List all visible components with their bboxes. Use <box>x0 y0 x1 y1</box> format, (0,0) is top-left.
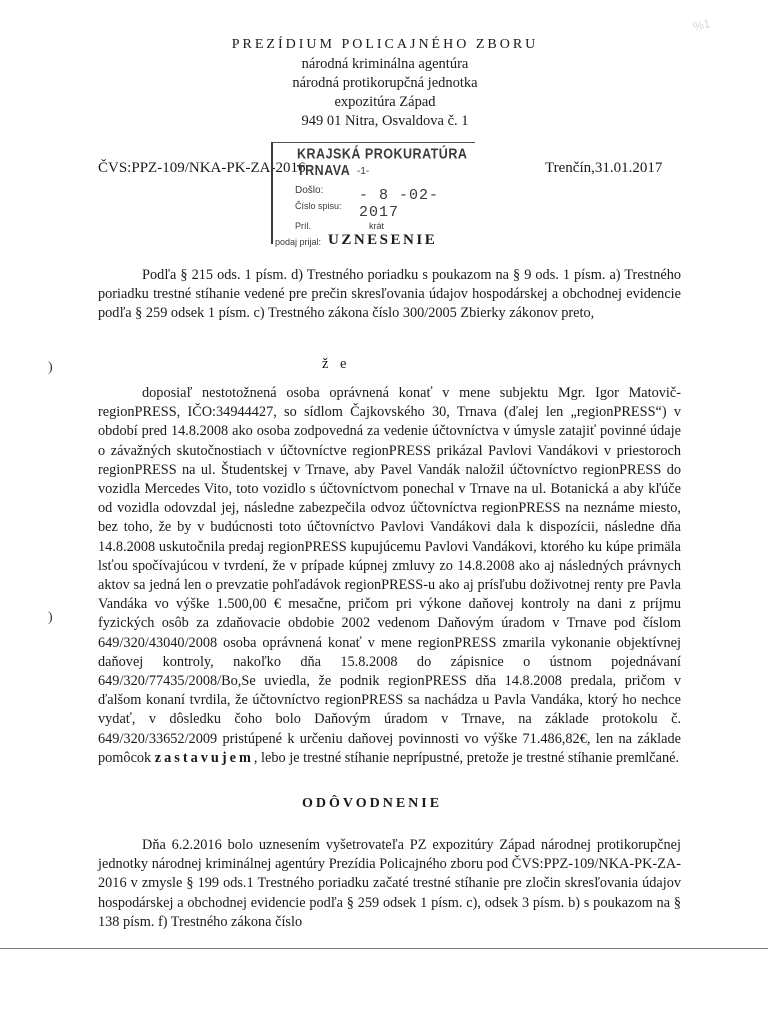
org-name: PREZÍDIUM POLICAJNÉHO ZBORU <box>231 37 539 52</box>
margin-mark-1: ) <box>48 360 53 375</box>
main-paragraph <box>98 384 681 768</box>
agency-line: národná kriminálna agentúra <box>301 56 469 72</box>
corner-pencil-mark: %1 <box>691 16 712 34</box>
stamp-processed-label: podaj prijal: <box>275 237 322 247</box>
stamp-title: KRAJSKÁ PROKURATÚRA TRNAVA <box>297 146 467 179</box>
stamp-received-date: - 8 -02- 2017 <box>359 187 440 221</box>
stamp-received-label: Došlo: <box>295 185 324 196</box>
branch-line: expozitúra Západ <box>334 94 436 110</box>
letterhead <box>150 35 620 131</box>
unit-line: národná protikorupčná jednotka <box>292 75 478 91</box>
stamp-file-label: Číslo spisu: <box>295 201 342 211</box>
place-date: Trenčín,31.01.2017 <box>545 160 663 176</box>
reasoning-paragraph: Dňa 6.2.2016 bolo uznesením vyšetrovateľa PZ expozitúry Západ národnej protikorupčnej jednotky národnej kriminálnej agentúry Prezídia Policajného zboru pod ČVS:PPZ-109/NKA-PK-ZA-2016 v zmysle § 199 ods.1 Trestného poriadku začaté trestné stíhanie pre zločin skresľovania údajov hospodárskej a obchodnej evidencie podľa § 259 odsek 1 písm. c), odsek 3 písm. b) s poukazom na § 138 písm. f) Trestného zákona číslo <box>98 837 681 930</box>
address-line: 949 01 Nitra, Osvaldova č. 1 <box>301 113 469 129</box>
intro-paragraph: Podľa § 215 ods. 1 písm. d) Trestného poriadku s poukazom na § 9 ods. 1 písm. a) Trestného poriadku trestné stíhanie vedené pre prečin skresľovania údajov hospodárskej a obchodnej evidencie podľa § 259 odsek 1 písm. c) Trestného zákona číslo 300/2005 Zbierky zákonov preto, <box>98 267 681 322</box>
decision-word: zastavujem <box>154 749 254 766</box>
main-paragraph-text: doposiaľ nestotožnená osoba oprávnená konať v mene subjektu Mgr. Igor Matovič-regionPRESS, IČO:34944427, so sídlom Čajkovského 30, Trnava (ďalej len „regionPRESS“) v období pred 14.8.2008 ako osoba zodpovedná za vedenie účtovníctva v úmysle zatajiť povinné údaje o závažných skutočnostiach v účtovníctve regionPRESS prikázal Pavlovi Vandákovi v priestoroch regionPRESS na ul. Študentskej v Trnave, aby Pavel Vandák naložil účtovníctvo regionPRESS do vozidla Mercedes Vito, toto vozidlo s účtovníctvom ponechal v Trnave na ul. Botanická a aby kľúče od vozidla odovzdal jej, následne zabezpečila odvoz účtovníctva regionPRESS na neznáme miesto, bez toho, že by v budúcnosti toto účtovníctvo Pavlovi Vandákovi dala k dispozícii, následne dňa 14.8.2008 uskutočnila predaj regionPRESS kupujúcemu Pavlovi Vandákovi, ktorého ku kúpe primäla lsťou spočívajúcou v tvrdení, že v prípade kúpnej zmluvy zo 14.8.2008 ako aj následných právnych aktov sa jedná len o prevzatie pohľadávok regionPRESS-u ako aj prísľubu doživotnej renty pre Pavla Vandáka vo výške 1.500,00 € mesačne, pričom pri výkone daňovej kontroly na dani z príjmu fyzických osôb za zdaňovacie obdobie 2002 vedenom Daňovým úradom v Trnave pod číslom 649/320/43040/2008 osoba oprávnená konať v mene regionPRESS zmarila vykonanie objektívnej daňovej kontroly, nakoľko dňa 15.8.2008 do zápisnice o ústnom pojednávaní 649/320/77435/2008/Bo,Se uviedla, že podnik regionPRESS dňa 14.8.2008 predala, pričom v ďalšom konaní tvrdila, že účtovníctvo regionPRESS sa nachádza u Pavla Vandáka, ktorý ho nechce vydať, v dôsledku čoho bolo Daňovým úradom v Trnave, na základe protokolu č. 649/320/33652/2009 pristúpené k určeniu daňovej povinnosti vo výške 71.486,82€, len na základe pomôcok <box>98 385 681 766</box>
section-title: ODÔVODNENIE <box>302 796 443 811</box>
stamp-number: -1- <box>357 166 370 177</box>
stamp-attachment-label: Príl. <box>295 221 312 231</box>
ze-word: ž e <box>322 356 351 372</box>
document-title: UZNESENIE <box>328 232 438 248</box>
margin-mark-2: ) <box>48 610 53 625</box>
received-stamp <box>271 142 475 247</box>
main-paragraph-end: , lebo je trestné stíhanie neprípustné, pretože je trestné stíhanie premlčané. <box>253 749 680 766</box>
case-reference: ČVS:PPZ-109/NKA-PK-ZA-2016 <box>98 160 306 176</box>
bottom-rule <box>0 948 768 949</box>
stamp-copies-label: krát <box>369 221 385 231</box>
